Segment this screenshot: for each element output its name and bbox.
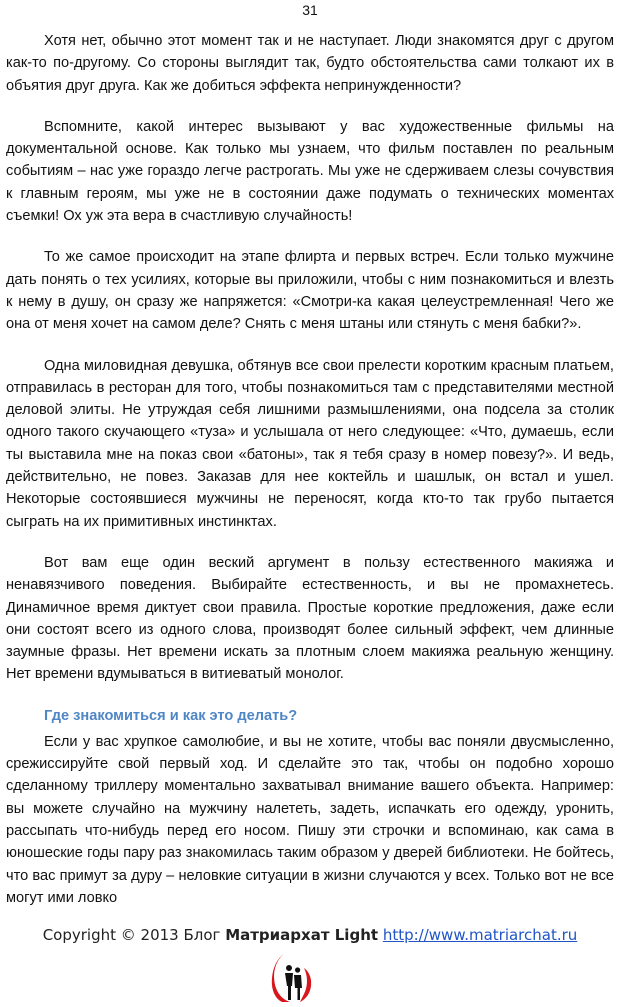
paragraph-3: То же самое происходит на этапе флирта и первых встреч. Если только мужчине дать понять о тех усилиях, которые вы приложили, чтобы с ним познакомиться и влезть к нему в душу, он сразу же напряжется: «Смотри-ка какая целеустремленная! Чего же она от меня хочет на самом деле? Снять с меня штаны или стянуть с меня бабки?». — [6, 249, 614, 333]
matriarchat-logo-icon — [270, 950, 314, 1004]
paragraph-1: Хотя нет, обычно этот момент так и не наступает. Люди знакомятся друг с другом как-то по-другому. Со стороны выглядит так, будто обстоятельства сами толкают их в объятия друг друга. Как же добиться эффекта непринужденности? — [6, 33, 614, 94]
paragraph-6: Если у вас хрупкое самолюбие, и вы не хотите, чтобы вас поняли двусмысленно, срежиссируйте свой первый ход. И сделайте это так, чтобы он подобно хорошо сделанному триллеру моментально захватывал внимание вашего объекта. Например: вы можете случайно на мужчину налететь, задеть, испачкать его одежду, уронить, рассыпать что-нибудь перед его носом. Пишу эти строчки и вспоминаю, как сама в юношеские годы пару раз знакомилась таким образом у дверей библиотеки. Не бойтесь, что вас примут за дуру – неловкие ситуации в жизни случаются у всех. Только вот не все могут ими ловко — [6, 733, 614, 906]
section-heading: Где знакомиться и как это делать? — [44, 707, 298, 724]
copyright-text: Copyright © 2013 Блог — [42, 926, 226, 944]
blog-name: Матриархат Light — [225, 926, 379, 944]
paragraph-4: Одна миловидная девушка, обтянув все свои прелести коротким красным платьем, отправилась в ресторан для того, чтобы познакомиться там с представителями местной деловой элиты. Не утруждая себя лишними размышлениями, она подсела за столик одного такого скучающего «туза» и услышала от него следующее: «Что, думаешь, если ты выставила мне на показ свои «батоны», так я тебя сразу в номер повезу?». И ведь, действительно, не повез. Заказав для нее коктейль и шашлык, он встал и ушел. Некоторые состоявшиеся мужчины не переносят, когда кто-то так грубо пытается сыграть на их примитивных инстинктах. — [6, 357, 614, 530]
paragraph-2: Вспомните, какой интерес вызывают у вас художественные фильмы на документальной основе. Как только мы узнаем, что фильм поставлен по реальным событиям – нас уже гораздо легче растрогать. Мы уже не сдерживаем слезы сочувствия к главным героям, мы уже не в состоянии даже подумать о технических моментах съемки! Ох уж эта вера в счастливую случайность! — [6, 118, 614, 225]
page-footer — [0, 925, 620, 945]
logo-figures — [285, 965, 302, 1000]
paragraph-5: Вот вам еще один веский аргумент в пользу естественного макияжа и ненавязчивого поведения. Выбирайте естественность, и вы не промахнетесь. Динамичное время диктует свои правила. Простые короткие предложения, даже если они состоят всего из одного слова, производят более сильный эффект, чем длинные заумные фразы. Нет времени искать за плотным слоем макияжа реальную женщину. Нет времени вдумываться в витиеватый монолог. — [6, 554, 614, 683]
page-number: 31 — [302, 2, 318, 18]
blog-url-link[interactable]: http://www.matriarchat.ru — [382, 926, 578, 944]
document-body — [6, 30, 614, 928]
